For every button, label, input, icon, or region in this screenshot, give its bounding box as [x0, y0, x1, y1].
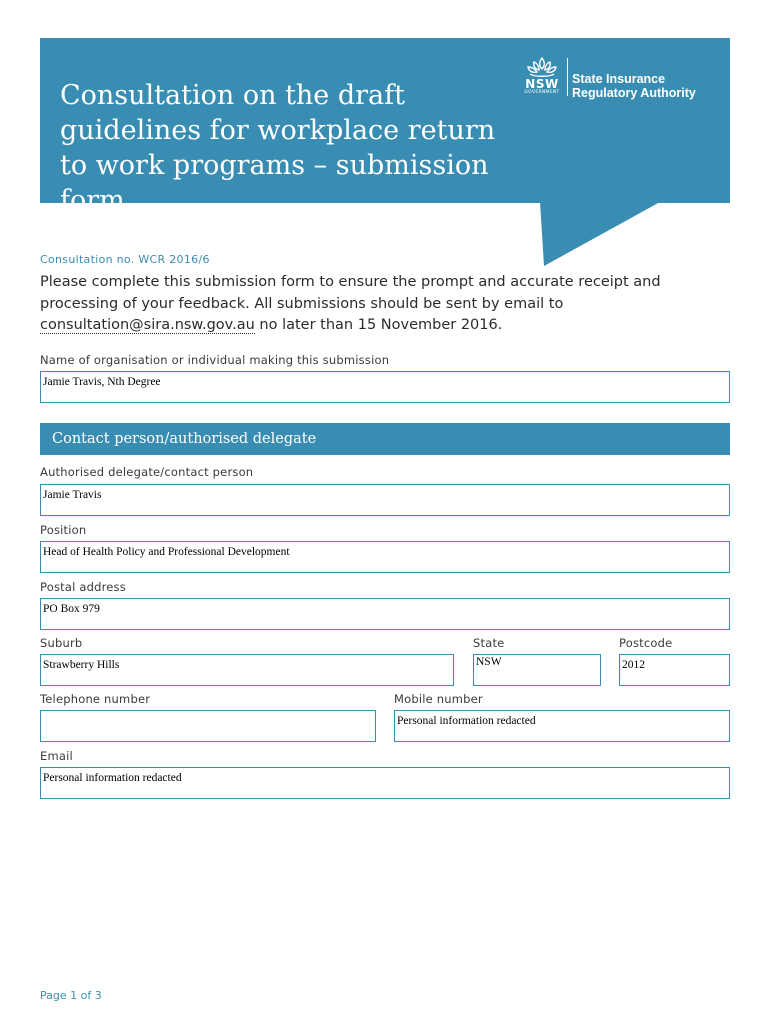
- telephone-label: Telephone number: [40, 692, 151, 706]
- delegate-value: Jamie Travis: [43, 489, 102, 501]
- header-banner: [40, 38, 730, 216]
- intro-text: Please complete this submission form to ensure the prompt and accurate receipt and processing of your feedback. All submissions should be sent by email to: [40, 274, 661, 312]
- consultation-number: Consultation no. WCR 2016/6: [40, 253, 210, 266]
- mobile-value: Personal information redacted: [397, 715, 536, 727]
- suburb-value: Strawberry Hills: [43, 659, 120, 671]
- agency-name: [572, 72, 696, 100]
- postcode-value: 2012: [622, 659, 645, 671]
- email-field[interactable]: [40, 767, 730, 799]
- state-label: State: [473, 636, 505, 650]
- intro-deadline-text: no later than 15 November 2016.: [254, 317, 503, 333]
- logo-government-text: GOVERNMENT: [524, 90, 560, 95]
- postcode-field[interactable]: [619, 654, 730, 686]
- organisation-value: Jamie Travis, Nth Degree: [43, 376, 161, 388]
- sira-logo: [522, 54, 722, 102]
- postal-address-label: Postal address: [40, 580, 126, 594]
- contact-section-header: [40, 423, 730, 455]
- mobile-field[interactable]: [394, 710, 730, 742]
- agency-name-line1: State Insurance: [572, 72, 666, 86]
- organisation-field[interactable]: [40, 371, 730, 403]
- suburb-field[interactable]: [40, 654, 454, 686]
- consultation-email-link[interactable]: consultation@sira.nsw.gov.au: [40, 317, 255, 333]
- organisation-label: Name of organisation or individual making this submission: [40, 353, 390, 367]
- logo-divider: [567, 58, 568, 96]
- postal-address-value: PO Box 979: [43, 603, 100, 615]
- state-field[interactable]: [473, 654, 601, 686]
- mobile-label: Mobile number: [394, 692, 483, 706]
- agency-name-line2: Regulatory Authority: [572, 86, 696, 100]
- position-field[interactable]: [40, 541, 730, 573]
- logo-nsw-text: NSW: [525, 77, 559, 91]
- position-label: Position: [40, 523, 87, 537]
- page-number: Page 1 of 3: [40, 989, 102, 1002]
- delegate-label: Authorised delegate/contact person: [40, 465, 254, 479]
- postal-address-field[interactable]: [40, 598, 730, 630]
- telephone-field[interactable]: [40, 710, 376, 742]
- contact-section-title: Contact person/authorised delegate: [52, 431, 317, 447]
- email-value: Personal information redacted: [43, 772, 182, 784]
- page-title: Consultation on the draft guidelines for workplace return to work programs – submission form: [60, 80, 496, 216]
- intro-paragraph: [40, 272, 730, 337]
- postcode-label: Postcode: [619, 636, 673, 650]
- suburb-label: Suburb: [40, 636, 83, 650]
- state-value: NSW: [476, 656, 502, 668]
- banner-speech-tail: [540, 202, 660, 266]
- email-label: Email: [40, 749, 73, 763]
- delegate-field[interactable]: [40, 484, 730, 516]
- position-value: Head of Health Policy and Professional Development: [43, 546, 290, 558]
